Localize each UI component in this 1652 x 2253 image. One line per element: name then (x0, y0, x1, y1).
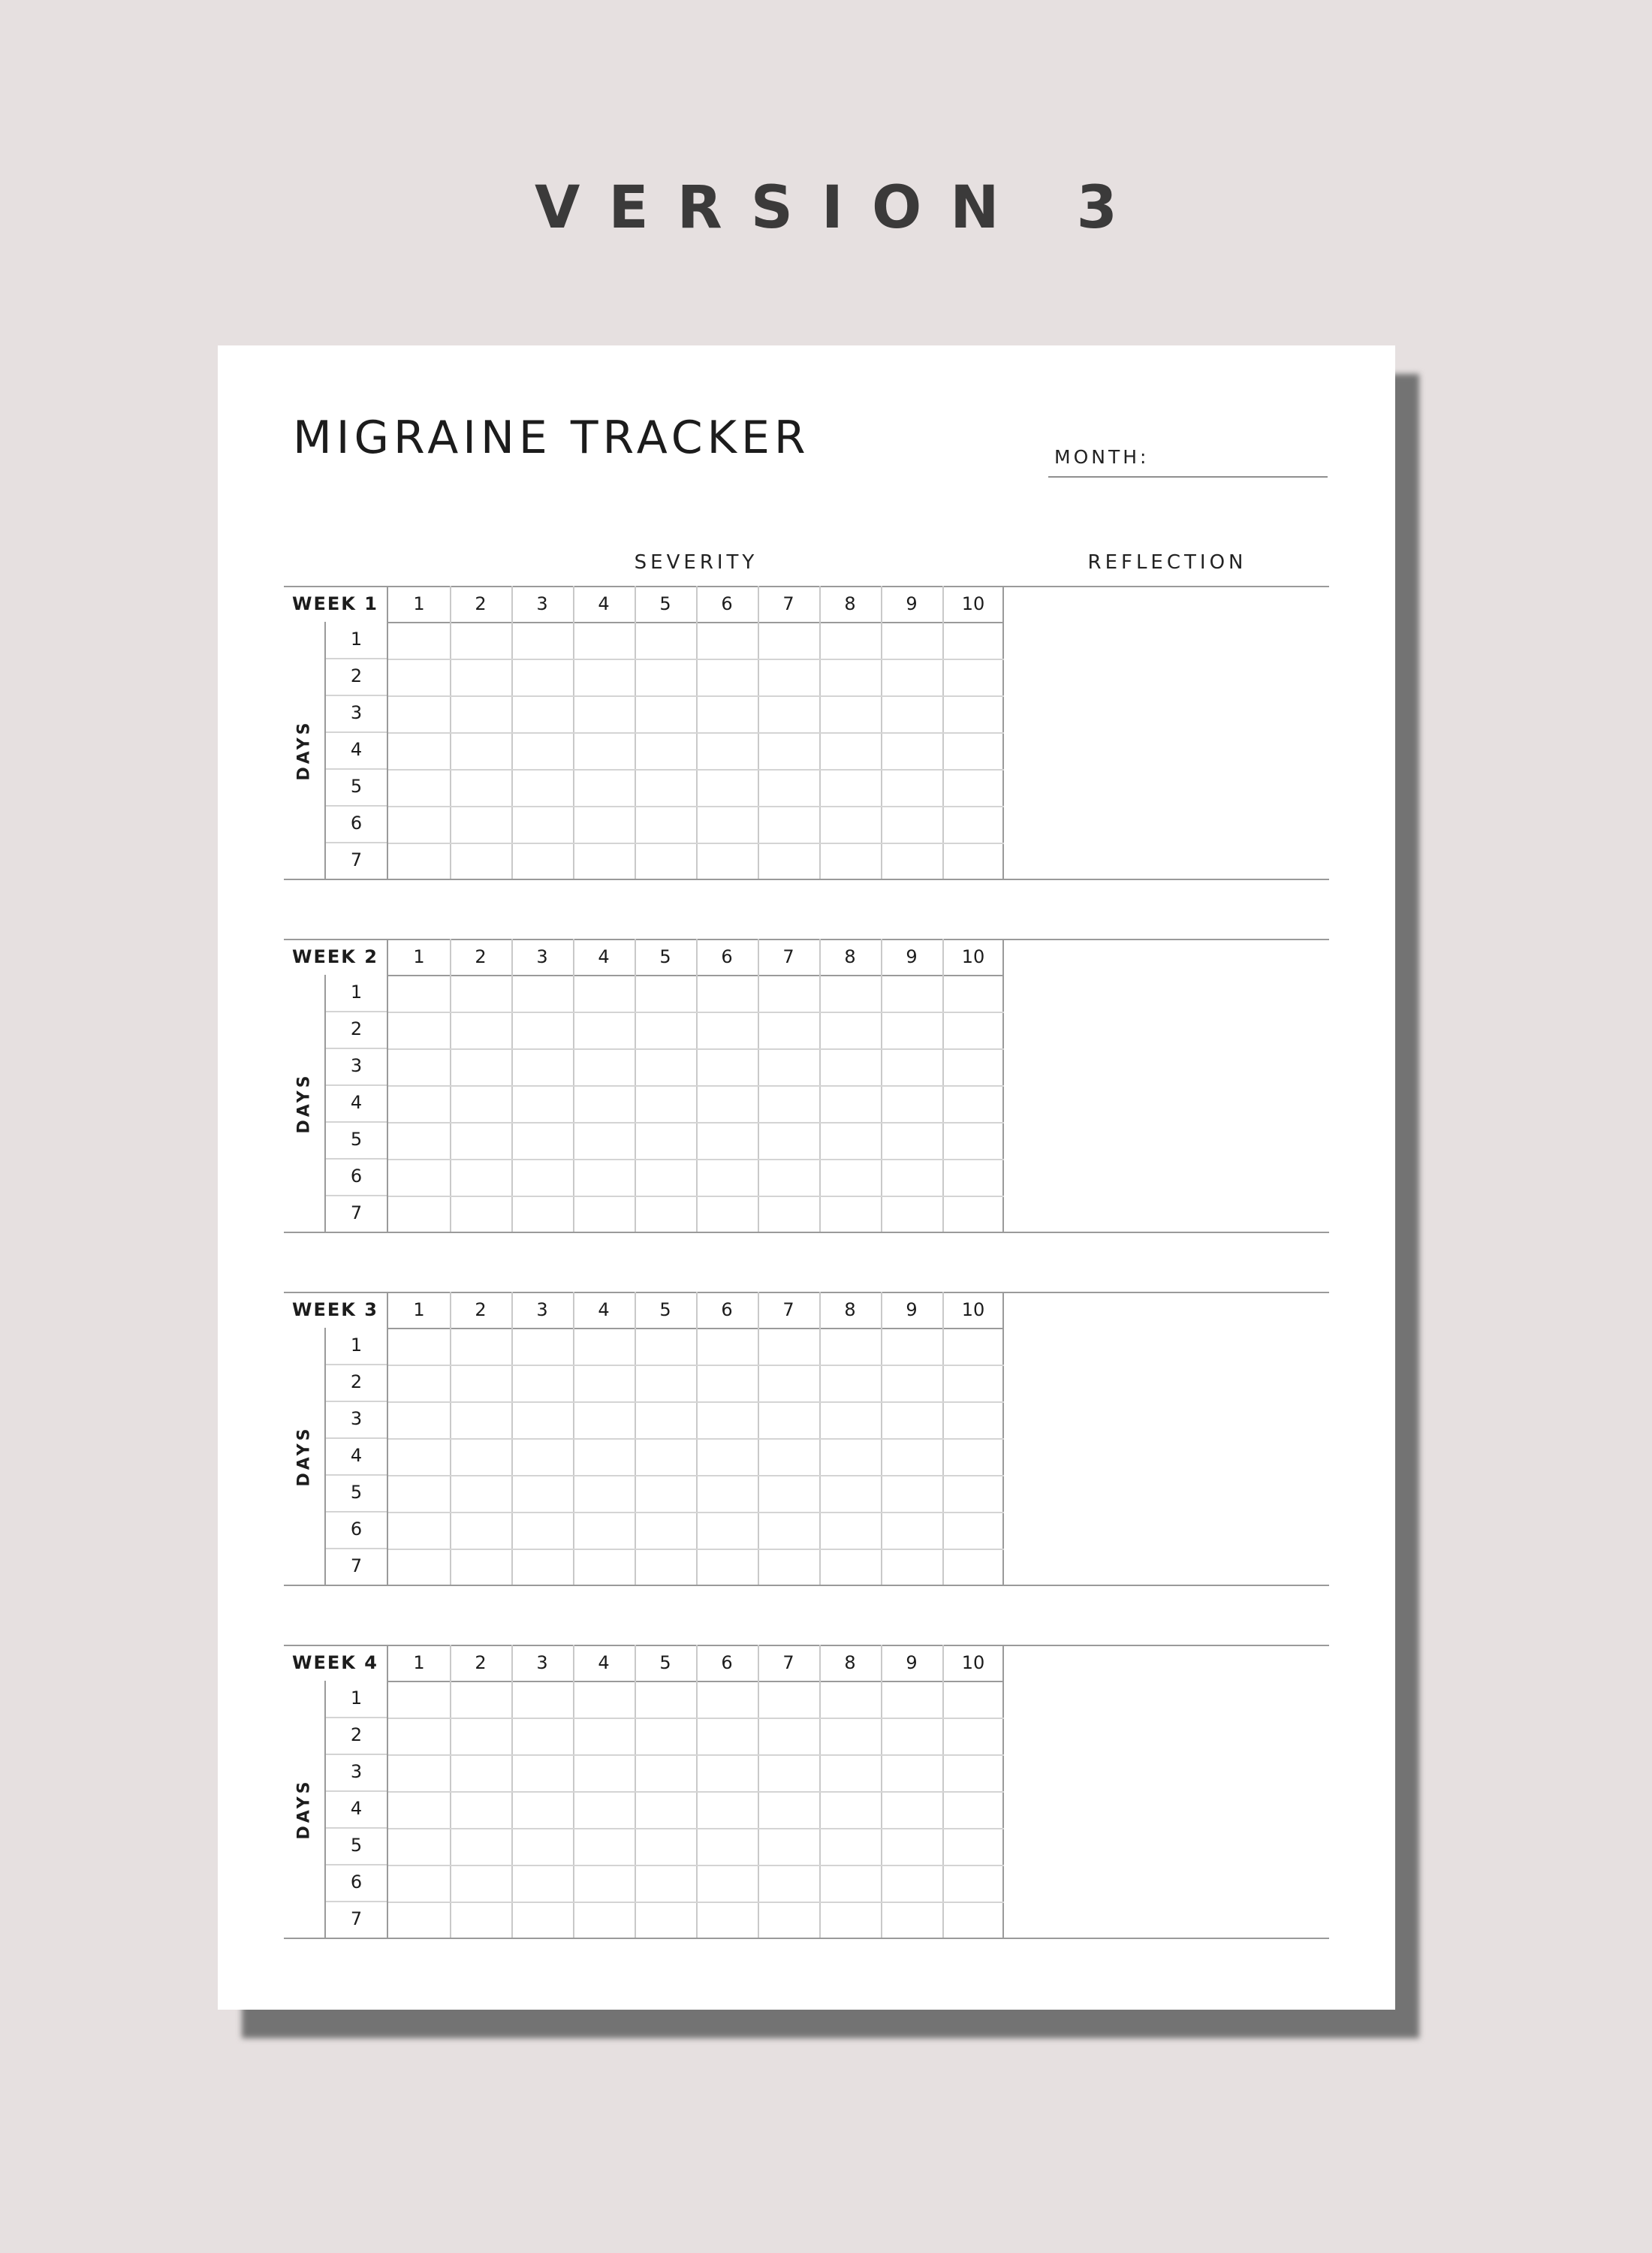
week-label: WEEK 1 (284, 586, 388, 622)
severity-number: 8 (844, 1652, 856, 1673)
grid-row-line (388, 1791, 1004, 1793)
day-row-rule (326, 1754, 387, 1755)
reflection-area[interactable] (1004, 586, 1329, 879)
day-number: 2 (350, 1371, 363, 1392)
month-field[interactable] (1048, 439, 1328, 478)
grid-row-line (388, 1902, 1004, 1903)
severity-number: 10 (961, 1652, 985, 1673)
days-label (284, 975, 324, 1232)
days-label-text: DAYS (294, 1425, 314, 1487)
day-row-rule (326, 1717, 387, 1718)
severity-number: 6 (721, 1652, 733, 1673)
day-row-rule (326, 1437, 387, 1439)
grid-row-line (388, 1365, 1004, 1366)
grid-row-line (388, 1401, 1004, 1403)
days-label-text: DAYS (294, 1072, 314, 1134)
severity-number: 10 (961, 946, 985, 967)
day-number: 5 (350, 1129, 363, 1150)
severity-number: 7 (782, 1652, 794, 1673)
day-number: 1 (350, 1335, 363, 1356)
day-number: 3 (350, 1055, 363, 1076)
severity-number: 4 (598, 946, 610, 967)
day-row-rule (326, 1158, 387, 1160)
day-number: 2 (350, 1724, 363, 1745)
month-label: MONTH: (1054, 446, 1150, 468)
severity-number: 8 (844, 1299, 856, 1320)
day-number: 7 (350, 1555, 363, 1576)
days-label-text: DAYS (294, 719, 314, 781)
severity-number: 4 (598, 1652, 610, 1673)
day-row-rule (326, 1511, 387, 1513)
day-number: 3 (350, 1408, 363, 1429)
days-label (284, 1328, 324, 1585)
day-number: 2 (350, 665, 363, 686)
day-number-column (324, 975, 388, 1232)
severity-number: 3 (536, 1299, 548, 1320)
grid-row-line (388, 806, 1004, 807)
severity-grid[interactable] (388, 586, 1004, 879)
day-number: 5 (350, 776, 363, 797)
week-label: WEEK 4 (284, 1645, 388, 1681)
severity-number: 9 (906, 593, 918, 614)
severity-number: 4 (598, 1299, 610, 1320)
day-row-rule (326, 1401, 387, 1402)
grid-row-line (388, 1196, 1004, 1197)
reflection-area[interactable] (1004, 939, 1329, 1232)
severity-number: 6 (721, 593, 733, 614)
tracker-page (218, 345, 1395, 2010)
day-number: 4 (350, 1445, 363, 1466)
severity-grid[interactable] (388, 939, 1004, 1232)
grid-row-line (388, 1122, 1004, 1123)
severity-number: 7 (782, 593, 794, 614)
grid-row-line (388, 1048, 1004, 1050)
severity-number: 2 (475, 1299, 487, 1320)
grid-row-line (388, 1828, 1004, 1829)
severity-number: 7 (782, 946, 794, 967)
severity-number: 1 (413, 946, 425, 967)
day-number: 5 (350, 1482, 363, 1503)
week-label: WEEK 3 (284, 1292, 388, 1328)
severity-number: 10 (961, 593, 985, 614)
day-row-rule (326, 1121, 387, 1123)
day-row-rule (326, 1084, 387, 1086)
day-number: 6 (350, 1871, 363, 1893)
week-block (284, 1292, 1329, 1586)
day-row-rule (326, 1790, 387, 1792)
day-number: 3 (350, 1761, 363, 1782)
day-number: 6 (350, 1519, 363, 1540)
severity-number: 6 (721, 946, 733, 967)
day-number: 4 (350, 1798, 363, 1819)
day-number: 1 (350, 982, 363, 1003)
week-bottom-rule (284, 1232, 1329, 1233)
day-row-rule (326, 1548, 387, 1549)
week-block (284, 1645, 1329, 1939)
week-block (284, 939, 1329, 1233)
severity-number: 8 (844, 946, 856, 967)
grid-row-line (388, 843, 1004, 844)
severity-number: 9 (906, 1299, 918, 1320)
day-number: 6 (350, 1166, 363, 1187)
day-row-rule (326, 768, 387, 770)
severity-grid[interactable] (388, 1645, 1004, 1938)
grid-row-line (388, 732, 1004, 734)
day-number: 1 (350, 629, 363, 650)
week-bottom-rule (284, 1938, 1329, 1939)
grid-row-line (388, 1865, 1004, 1866)
week-bottom-rule (284, 1585, 1329, 1586)
day-row-rule (326, 1827, 387, 1829)
grid-row-line (388, 1475, 1004, 1476)
severity-number: 5 (659, 946, 671, 967)
day-row-rule (326, 1048, 387, 1049)
grid-row-line (388, 659, 1004, 660)
day-number: 6 (350, 813, 363, 834)
days-label (284, 1681, 324, 1938)
grid-row-line (388, 695, 1004, 697)
severity-number: 5 (659, 1652, 671, 1673)
severity-header: SEVERITY (634, 551, 758, 574)
day-number: 3 (350, 702, 363, 723)
grid-row-line (388, 1549, 1004, 1550)
reflection-area[interactable] (1004, 1292, 1329, 1585)
severity-number: 10 (961, 1299, 985, 1320)
day-number: 4 (350, 1092, 363, 1113)
severity-number: 1 (413, 1652, 425, 1673)
reflection-header: REFLECTION (1087, 551, 1247, 574)
severity-number: 5 (659, 593, 671, 614)
day-row-rule (326, 1364, 387, 1365)
day-number-column (324, 1681, 388, 1938)
severity-number: 1 (413, 593, 425, 614)
version-heading: VERSION 3 (535, 174, 1146, 242)
week-label: WEEK 2 (284, 939, 388, 975)
grid-row-line (388, 1085, 1004, 1087)
day-row-rule (326, 1474, 387, 1476)
day-row-rule (326, 1195, 387, 1196)
grid-row-line (388, 1012, 1004, 1013)
severity-number: 8 (844, 593, 856, 614)
severity-grid[interactable] (388, 1292, 1004, 1585)
day-number: 4 (350, 739, 363, 760)
day-row-rule (326, 658, 387, 659)
grid-row-line (388, 1438, 1004, 1440)
day-number-column (324, 1328, 388, 1585)
day-number: 7 (350, 849, 363, 870)
day-row-rule (326, 842, 387, 843)
day-number-column (324, 622, 388, 879)
day-number: 2 (350, 1018, 363, 1039)
severity-number: 1 (413, 1299, 425, 1320)
days-label-text: DAYS (294, 1778, 314, 1840)
grid-row-line (388, 769, 1004, 771)
severity-number: 3 (536, 946, 548, 967)
severity-number: 6 (721, 1299, 733, 1320)
week-bottom-rule (284, 879, 1329, 880)
day-number: 7 (350, 1908, 363, 1929)
severity-number: 2 (475, 593, 487, 614)
day-row-rule (326, 1901, 387, 1902)
day-row-rule (326, 695, 387, 696)
severity-number: 5 (659, 1299, 671, 1320)
grid-row-line (388, 1754, 1004, 1756)
severity-number: 2 (475, 946, 487, 967)
day-row-rule (326, 731, 387, 733)
day-row-rule (326, 1011, 387, 1012)
severity-number: 3 (536, 1652, 548, 1673)
day-row-rule (326, 805, 387, 807)
days-label (284, 622, 324, 879)
severity-number: 9 (906, 946, 918, 967)
reflection-area[interactable] (1004, 1645, 1329, 1938)
day-number: 7 (350, 1202, 363, 1223)
severity-number: 7 (782, 1299, 794, 1320)
page-title: MIGRAINE TRACKER (293, 412, 810, 464)
grid-row-line (388, 1718, 1004, 1719)
grid-row-line (388, 1512, 1004, 1513)
grid-row-line (388, 1159, 1004, 1160)
severity-number: 4 (598, 593, 610, 614)
week-block (284, 586, 1329, 880)
day-number: 5 (350, 1835, 363, 1856)
day-row-rule (326, 1864, 387, 1865)
severity-number: 2 (475, 1652, 487, 1673)
severity-number: 9 (906, 1652, 918, 1673)
severity-number: 3 (536, 593, 548, 614)
day-number: 1 (350, 1687, 363, 1709)
